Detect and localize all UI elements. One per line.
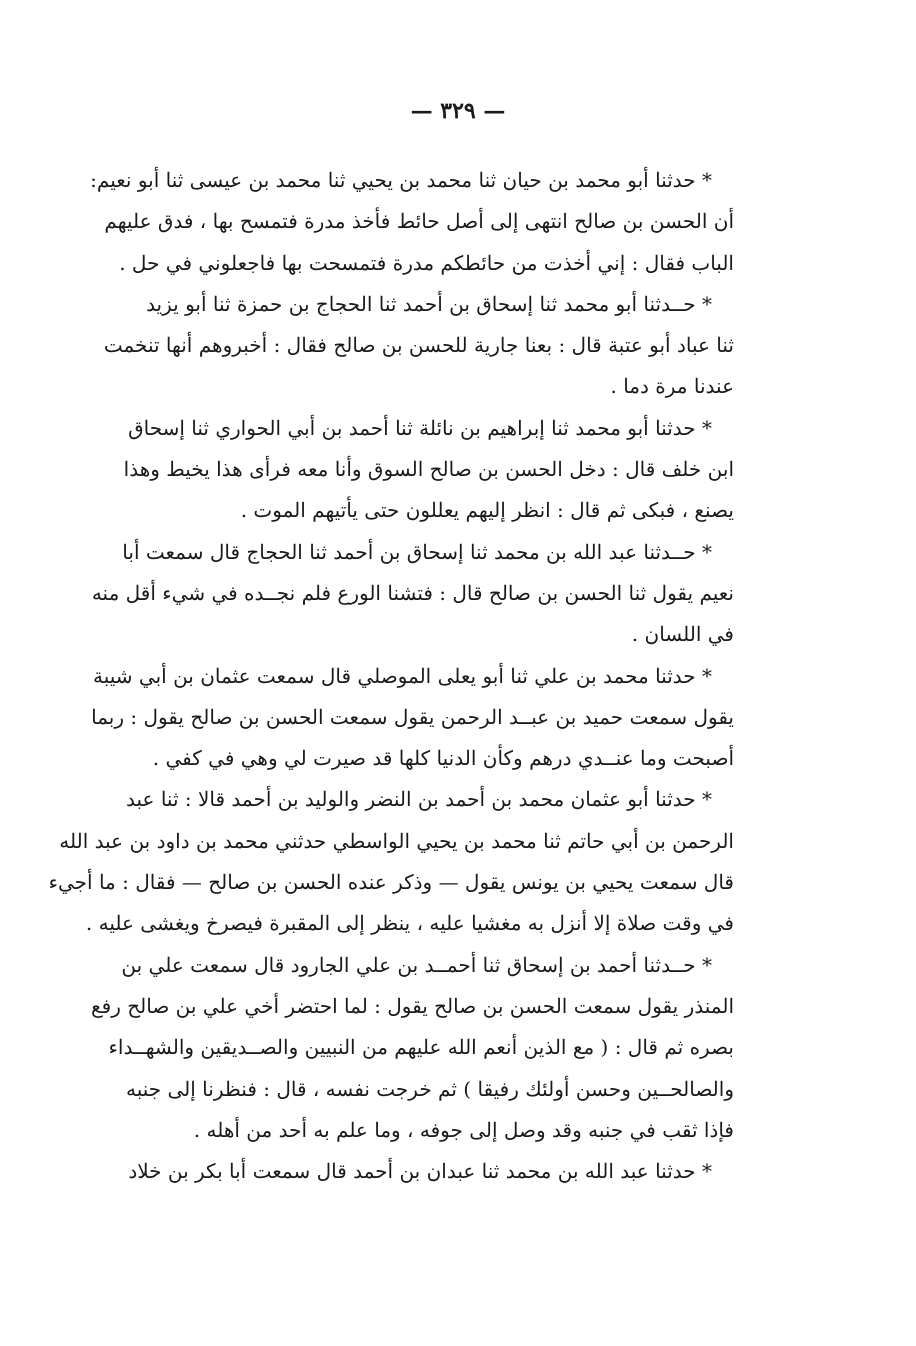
text-line: في وقت صلاة إلا أنزل به مغشيا عليه ، ينظر إلى المقبرة فيصرخ ويغشى عليه .: [85, 911, 734, 936]
text-line: يقول سمعت حميد بن عبــد الرحمن يقول سمعت الحسن بن صالح يقول : ربما: [91, 704, 734, 729]
paragraph-first-line: * حدثنا عبد الله بن محمد ثنا عبدان بن أحمد قال سمعت أبا بكر بن خلاد: [128, 1159, 712, 1184]
text-line: أصبحت وما عنــدي درهم وكأن الدنيا كلها قد صيرت لي وهي في كفي .: [152, 746, 734, 771]
text-line: عندنا مرة دما .: [610, 374, 734, 399]
paragraph-first-line: * حدثنا أبو محمد بن حيان ثنا محمد بن يحيي ثنا محمد بن عيسى ثنا أبو نعيم:: [90, 168, 712, 192]
paragraph-first-line: * حــدثنا عبد الله بن محمد ثنا إسحاق بن أحمد ثنا الحجاج قال سمعت أبا: [122, 539, 712, 564]
text-line: المنذر يقول سمعت الحسن بن صالح يقول : لما احتضر أخي علي بن صالح رفع: [91, 993, 734, 1018]
text-line: قال سمعت يحيي بن يونس يقول — وذكر عنده الحسن بن صالح — فقال : ما أجيء: [48, 870, 734, 895]
paragraph-first-line: * حدثنا أبو محمد ثنا إبراهيم بن نائلة ثنا أحمد بن أبي الحواري ثنا إسحاق: [128, 415, 712, 440]
text-line: الرحمن بن أبي حاتم ثنا محمد بن يحيي الواسطي حدثني محمد بن داود بن عبد الله: [59, 828, 734, 853]
text-line: والصالحــين وحسن أولئك رفيقا ) ثم خرجت نفسه ، قال : فنظرنا إلى جنبه: [125, 1076, 734, 1101]
paragraph-first-line: * حــدثنا أحمد بن إسحاق ثنا أحمــد بن علي الجارود قال سمعت علي بن: [121, 952, 712, 977]
page-text: [48, 160, 734, 1192]
paragraph-first-line: * حــدثنا أبو محمد ثنا إسحاق بن أحمد ثنا الحجاج بن حمزة ثنا أبو يزيد: [146, 291, 712, 316]
text-line: ثنا عباد أبو عتبة قال : بعنا جارية للحسن بن صالح فقال : أخبروهم أنها تنخمت: [103, 333, 734, 358]
text-line: يصنع ، فبكى ثم قال : انظر إليهم يعللون حتى يأتيهم الموت .: [240, 498, 734, 523]
paragraph-first-line: * حدثنا أبو عثمان محمد بن أحمد بن النضر والوليد بن أحمد قالا : ثنا عبد: [126, 787, 712, 812]
text-line: أن الحسن بن صالح انتهى إلى أصل حائط فأخذ مدرة فتمسح بها ، فدق عليهم: [104, 209, 734, 234]
paragraph-first-line: * حدثنا محمد بن علي ثنا أبو يعلى الموصلي قال سمعت عثمان بن أبي شيبة: [93, 663, 712, 688]
text-line: نعيم يقول ثنا الحسن بن صالح قال : فتشنا الورع فلم نجــده في شيء أقل منه: [91, 580, 734, 605]
page-number: — ٣٢٩ —: [410, 98, 506, 124]
text-line: في اللسان .: [631, 622, 734, 647]
text-line: فإذا ثقب في جنبه وقد وصل إلى جوفه ، وما علم به أحد من أهله .: [193, 1117, 734, 1142]
text-line: الباب فقال : إني أخذت من حائطكم مدرة فتمسحت بها فاجعلوني في حل .: [119, 250, 734, 275]
text-line: بصره ثم قال : ( مع الذين أنعم الله عليهم من النبيين والصــديقين والشهــداء: [108, 1035, 734, 1060]
text-line: ابن خلف قال : دخل الحسن بن صالح السوق وأنا معه فرأى هذا يخيط وهذا: [123, 457, 734, 482]
